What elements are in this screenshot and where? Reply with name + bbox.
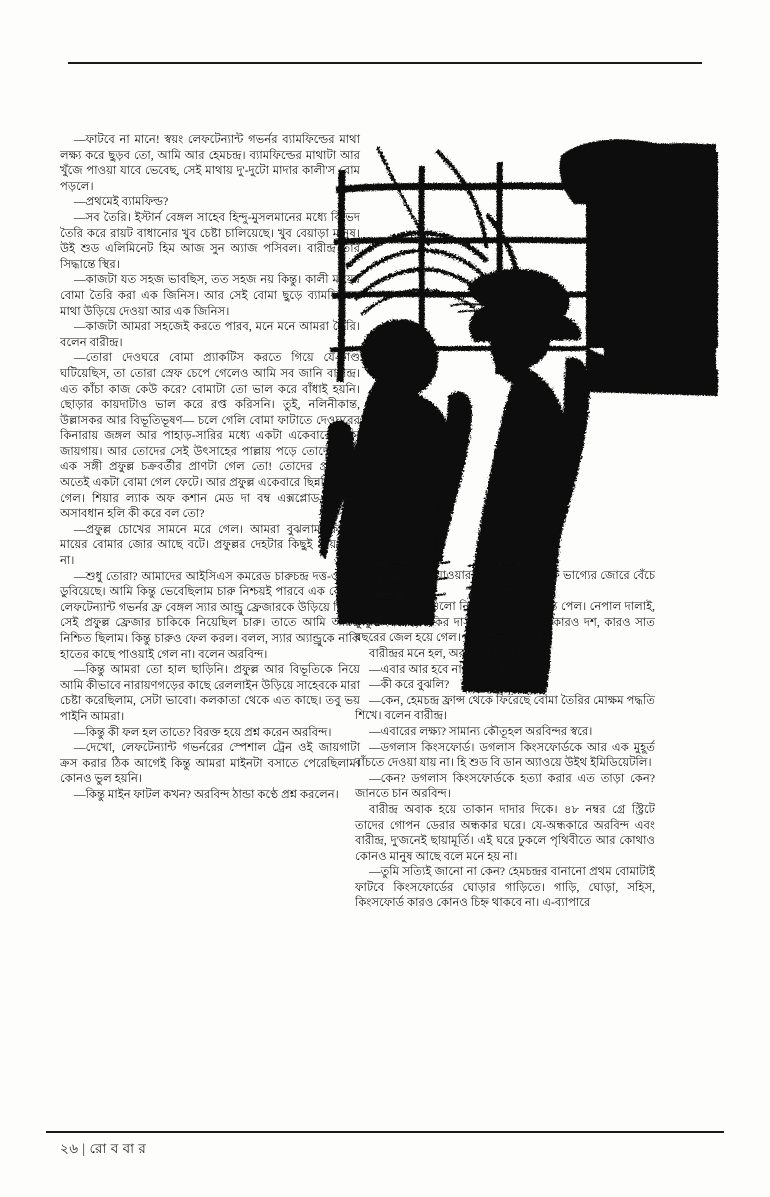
paragraph: —কাজটা যত সহজ ভাবছিস, তত সহজ নয় কিন্তু। কালী মায়ের বোমা তৈরি করা এক জিনিস। আর সেই বোমা ছুড়ে ব্যামফিল্ডের মাথা উড়িয়ে দেওয়া আর এক জিনিস। <box>60 273 360 318</box>
paragraph: —প্রফুল্ল চোখের সামনে মরে গেল। আমরা বুঝলাম, কালীর মায়ের বোমার জোর আছে বটে। প্রফুল্লর দেহটার কিছুই প্রায় ছিল না। <box>60 522 360 568</box>
left-text-column <box>60 132 360 803</box>
paragraph: —প্রথমেই ব্যামফিল্ড? <box>74 195 169 209</box>
paragraph: —কিন্তু মাইন ফাটল কখন? অরবিন্দ ঠান্ডা কণ্ঠে প্রশ্ন করলেন। <box>74 787 339 801</box>
paragraph: বারীন্দ্রর মনে হল, অরবিন্দর কণ্ঠে হতাশা। <box>369 646 550 660</box>
paragraph: —কী করে বুঝলি? <box>369 678 450 692</box>
paragraph: —কেন? ডগলাস কিংসফোর্ডকে হত্যা করার এত তাড়া কেন? জানতে চান অরবিন্দ। <box>355 771 655 801</box>
paragraph: —কেন, হেমচন্দ্র ফ্রান্স থেকে ফিরেছে বোমা তৈরির মোক্ষম পদ্ধতি শিখে। বলেন বারীন্দ্র। <box>355 693 655 723</box>
paragraph: —তুমি সত্যিই জানো না কেন? হেমচন্দ্রর বানানো প্রথম বোমাটাই ফাটবে কিংসফোর্ডের ঘোড়ার গাড়িতে। গাড়ি, ঘোড়া, সহিস, কিংসফোর্ড কারও কোনও চিহ্ন থাকবে না। এ-ব্যাপারে <box>355 865 655 910</box>
paragraph: —সব তৈরি। ইস্টার্ন বেঙ্গল সাহেব হিন্দু-মুসলমানের মধ্যে বিভেদ তৈরি করে রায়ট বাধানোর খুব চেষ্টা চালিয়েছে। খুব বেয়াড়া মানুষ। উই শুড এলিমিনেট হিম আজ সুন অ্যাজ পসিবল। বারীন্দ্র তাঁর সিদ্ধান্তে স্থির। <box>60 210 360 271</box>
paragraph: —কিন্তু আমরা তো হাল ছাড়িনি। প্রফুল্ল আর বিভূতিকে নিয়ে আমি কীভাবে নারায়ণগড়ের কাছে রেললাইন উড়িয়ে সাহেবকে মারা চেষ্টা করেছিলাম, সেটা ভাবো। কলকাতা থেকে এত কাছে। তবু ভয় পাইনি আমরা। <box>60 663 360 723</box>
paragraph: —এবার আর হবে না। বলেন বারীন্দ্র। <box>369 662 532 676</box>
paragraph: —এবারের লক্ষ্য? সামান্য কৌতূহল অরবিন্দর স্বরে। <box>369 724 593 738</box>
paragraph: —ডগলাস কিংসফোর্ড। ডগলাস কিংসফোর্ডকে আর এক মুহূর্ত বাঁচতে দেওয়া যায় না। হি শুড বি ডান অ্যাওয়ে উইথ ইমিডিয়েটলি। <box>355 740 655 770</box>
paragraph: —দেখো, লেফটেন্যান্ট গভর্নরের স্পেশাল ট্রেন ওই জায়গাটা ক্রস করার ঠিক আগেই কিন্তু আমরা মাইনটা বসাতে পেরেছিলাম। কোনও ভুল হয়নি। <box>60 741 360 786</box>
page-folio: ২৬ | রো ব বা র <box>60 1141 147 1156</box>
paragraph: —কাজটা আমরা সহজেই করতে পারব, মনে মনে আমরা তৈরি। বলেন বারীন্দ্র। <box>60 320 360 349</box>
paragraph: —তোরা দেওঘরে বোমা প্র্যাকটিস করতে গিয়ে যে-কাণ্ড ঘটিয়েছিস, তা তোরা স্রেফ চেপে গেলেও আমি সব জানি বারীন্দ্র। এত কাঁচা কাজ কেউ করে? বোমাটা তো ভাল করে বাঁধাই হয়নি। ছোড়ার কায়দাটাও ভাল করে রপ্ত করিসনি। তুই, নলিনীকান্ত, উল্লাসকর আর বিভূতিভূষণ— চলে গেলি বোমা ফাটাতে দেওঘরের কিনারায় জঙ্গল আর পাহাড়-সারির মধ্যে একটা একেবারে ফাঁকা জায়গায়। আর তোদের সেই উৎসাহের পাল্লায় পড়ে তোদের আর এক সঙ্গী প্রফুল্ল চক্রবর্তীর প্রাণটা গেল তো! তোদের প্রত্যাশার অতেই একটা বোমা গেল ফেটে। আর প্রফুল্ল একেবারে ছিন্নভিন্ন হয়ে গেল। শিয়ার ল্যাক অফ কশান মেড দা বম্ব এক্সপ্লোড— এমন অসাবধান হলি কী করে বল তো? <box>60 351 360 521</box>
top-divider-rule <box>68 62 702 64</box>
paragraph: —কিন্তু কী ফল হল তাতে? বিরক্ত হয়ে প্রশ্ন করেন অরবিন্দ। <box>74 725 332 739</box>
paragraph: —ফাটবে না মানে! স্বয়ং লেফটেন্যান্ট গভর্নর ব্যামফিল্ডের মাথা লক্ষ্য করে ছুড়ব তো, আমি আর হেমচন্দ্র। ব্যামফিল্ডের মাথাটা আর খুঁজে পাওয়া যাবে ভেবেছ, সেই মাথায় দু'-দুটো মাদার কালী'স বোম পড়লে। <box>60 133 360 193</box>
right-text-column <box>355 568 655 911</box>
paragraph: —ট্রেনটা চলে যাওয়ার পরেই। সাহেব স্রেফ ভাগ্যের জোরে বেঁচে গেলেন। <box>355 569 655 598</box>
paragraph: —আর কতকগুলো নিরপরাধ চাকুরে শাস্তি পেল। নেপাল দালাই, কুসুমদ বারিক, ফকির দাস, তারা দোলাই— কারও দশ, কারও সাত বছরের জেল হয়ে গেল। <box>355 600 655 645</box>
paragraph: বারীন্দ্র অবাক হয়ে তাকান দাদার দিকে। ৪৮ নম্বর গ্রে স্ট্রিটে তাদের গোপন ডেরার অন্ধকার ঘরে। যে-অন্ধকারে অরবিন্দ এবং বারীন্দ্র, দু'জনেই ছায়ামূর্তি। এই ঘরে ঢুকলে পৃথিবীতে আর কোথাও কোনও মানুষ আছে বলে মনে হয় না। <box>355 802 655 863</box>
bottom-divider-rule <box>46 1131 724 1133</box>
paragraph: —শুধু তোরা? আমাদের আইসিএস কমরেড চারুচন্দ্র দত্ত-ও তো ডুবিয়েছে। আমি কিন্তু ভেবেছিলাম চারু নিশ্চয়ই পারবে এক বোমায় লেফটেন্যান্ট গভর্নর ফ্র বেঙ্গল স্যার আন্ড্রু ফ্রেজারকে উড়িয়ে দিতে। সেই প্রফুল্ল ফ্রেজার চাকিকে নিয়েছিল চারু। তাতে আমি আরও নিশ্চিত ছিলাম। কিন্তু চারুও ফেল করল। বলল, স্যার অ্যান্ড্রুকে নাকি হাতের কাছে পাওয়াই গেল না। বলেন অরবিন্দ। <box>60 569 360 661</box>
